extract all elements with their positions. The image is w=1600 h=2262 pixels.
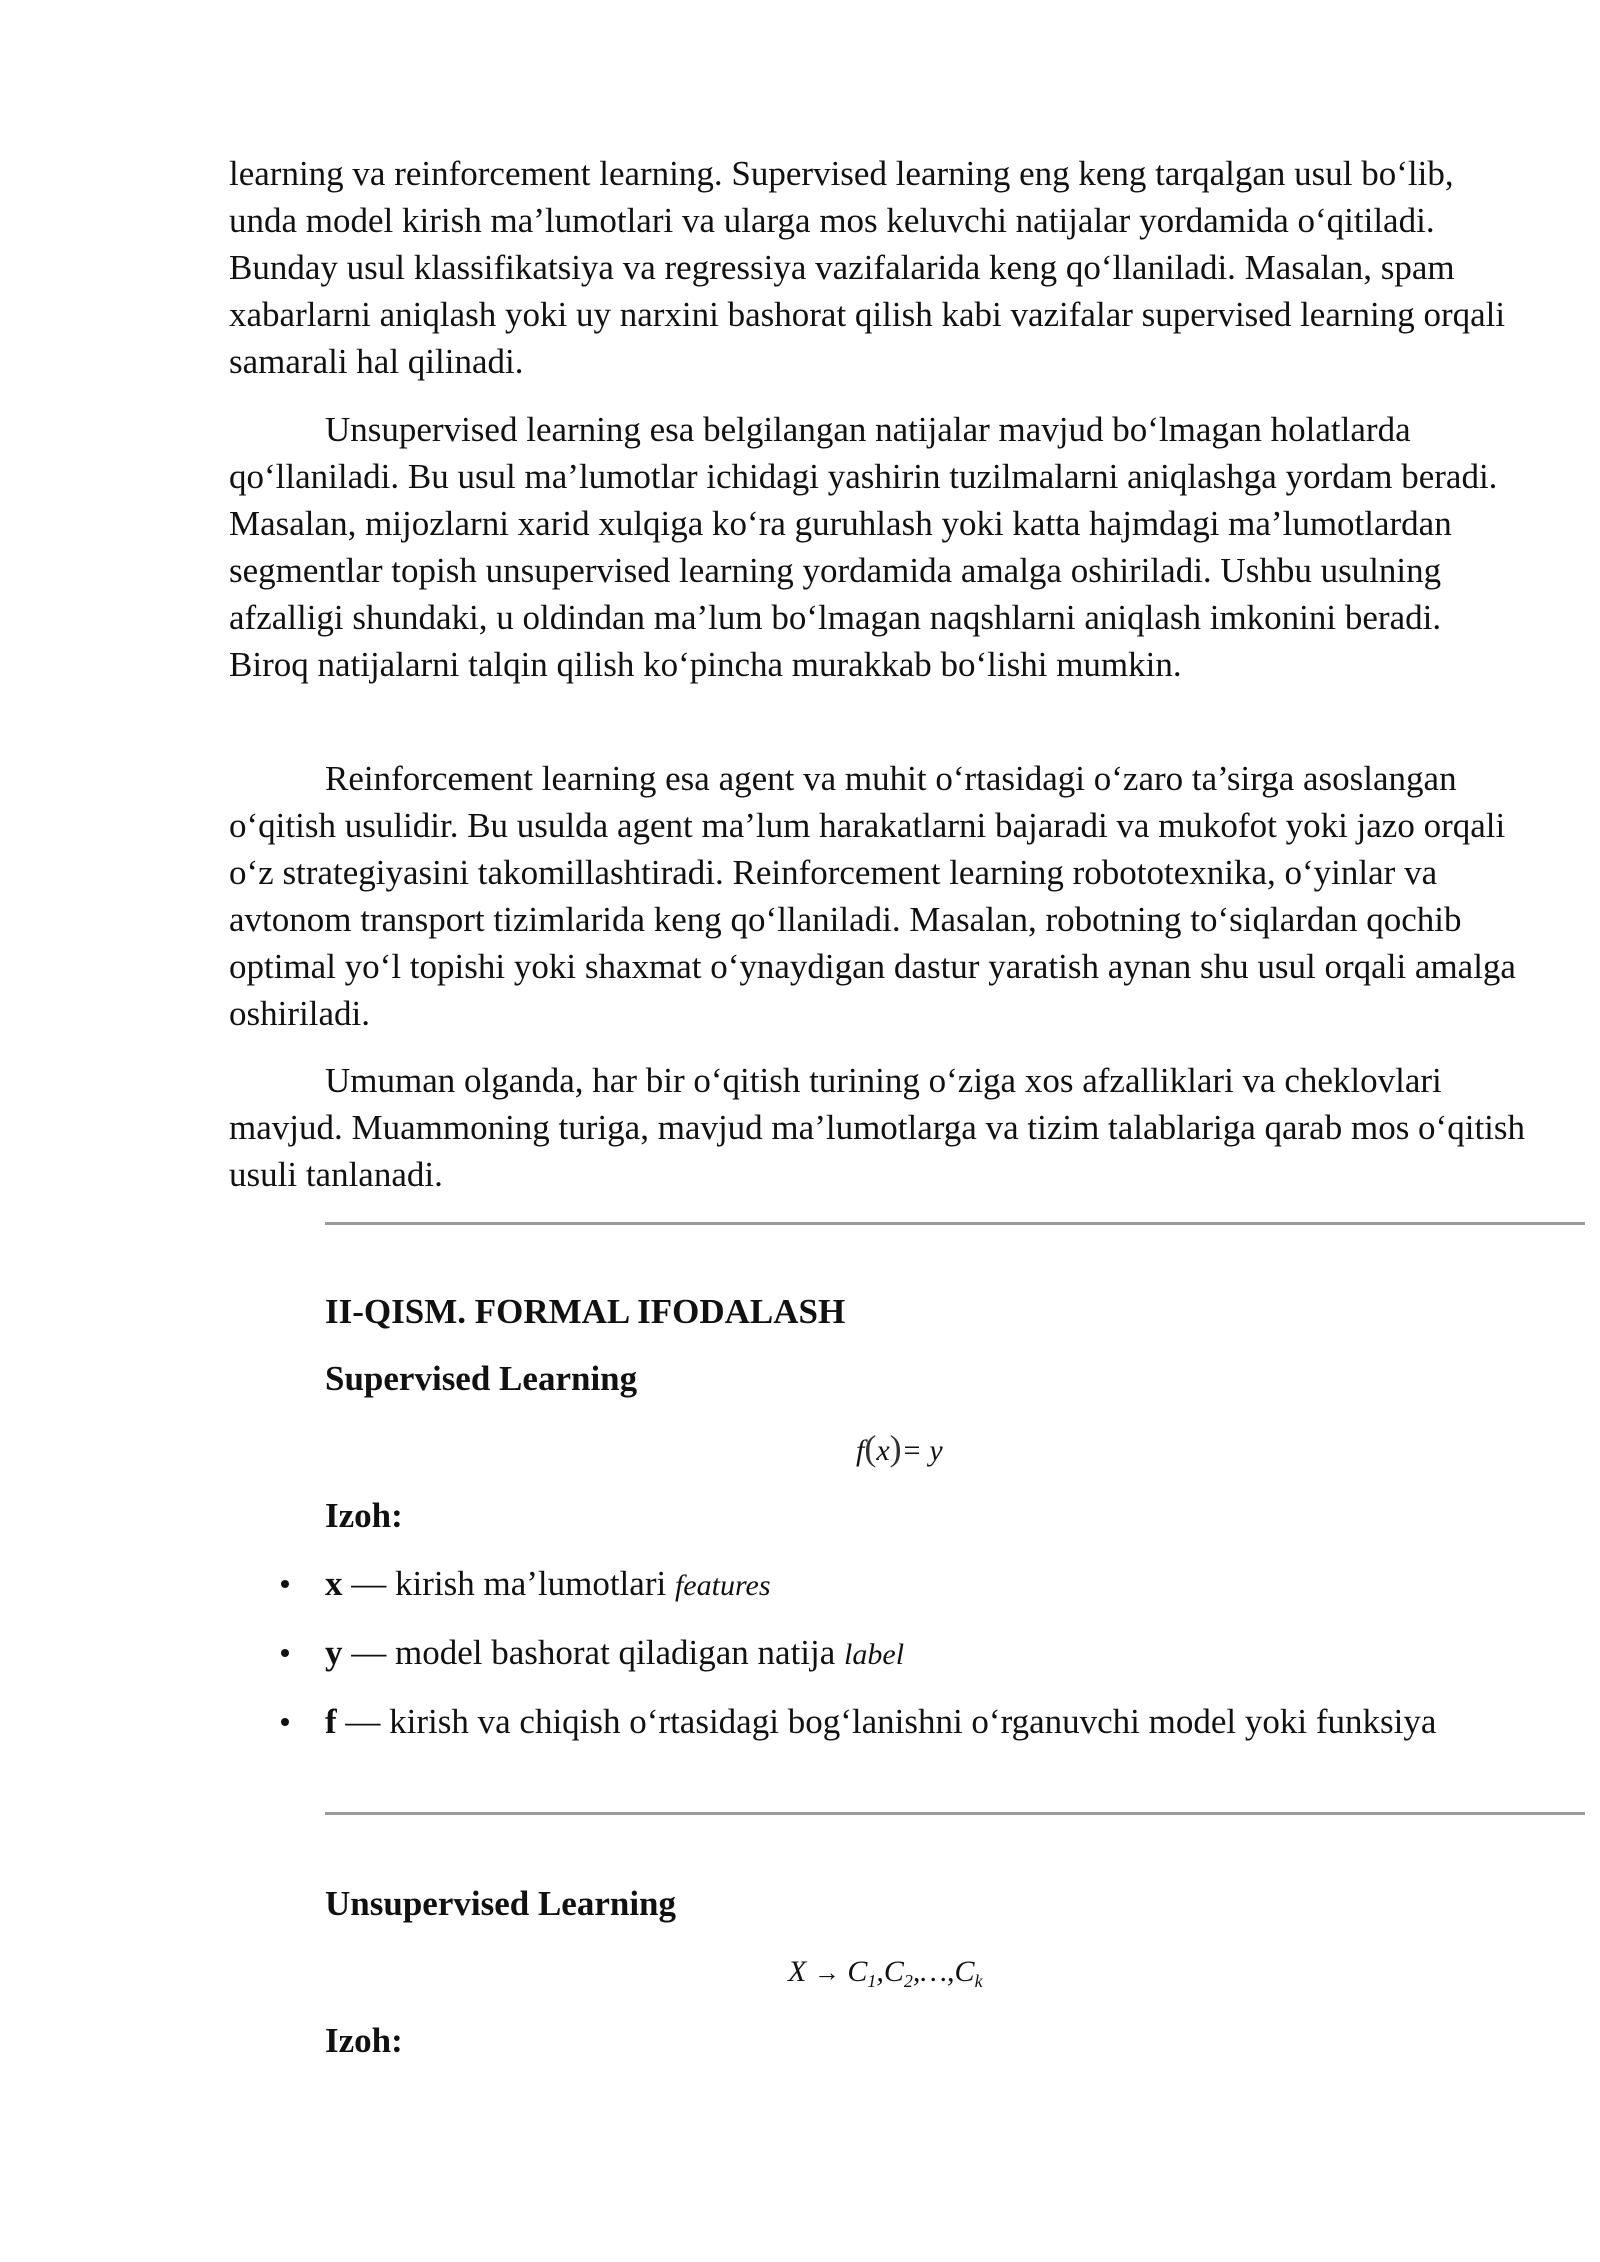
- supervised-bullet-list: [229, 1560, 1529, 1745]
- unsupervised-formula: $X \to C_1,C_2,\dots,C_k$: [788, 1955, 983, 1991]
- formula-c2: C: [883, 1955, 904, 1988]
- bullet-text: — model bashorat qiladigan natija: [342, 1633, 845, 1672]
- bullet-term: f: [325, 1702, 337, 1741]
- formula-lhs: X: [788, 1955, 807, 1988]
- list-item: [229, 1698, 1485, 1745]
- arrow-icon: →: [813, 1958, 840, 1987]
- formula-sub-1: 1: [867, 1971, 877, 1991]
- formula-ck: C: [954, 1955, 975, 1988]
- bullet-text: — kirish va chiqish o‘rtasidagi bog‘lanishni o‘rganuvchi model yoki funksiya: [336, 1702, 1437, 1741]
- supervised-izoh-label: Izoh:: [325, 1496, 403, 1535]
- supervised-formula: [856, 1428, 943, 1471]
- paragraph-unsupervised: Unsupervised learning esa belgilangan natijalar mavjud bo‘lmagan holatlarda qo‘llaniladi. Bu usul ma’lumotlar ichidagi yashirin tuzilmalarni aniqlashga yordam beradi. Masalan, mijozlarni xarid xulqiga ko‘ra guruhlash yoki katta hajmdagi ma’lumotlardan segmentlar topish unsupervised learning yordamida amalga oshiriladi. Ushbu usulning afzalligi shundaki, u oldindan ma’lum bo‘lmagan naqshlarni aniqlash imkonini beradi. Biroq natijalarni talqin qilish ko‘pincha murakkab bo‘lishi mumkin.: [229, 410, 1498, 684]
- formula-paren-open: (: [864, 1428, 877, 1468]
- formula-paren-close: ): [889, 1428, 902, 1468]
- bullet-icon: [281, 1580, 289, 1588]
- horizontal-rule: [325, 1222, 1585, 1225]
- horizontal-rule: [325, 1812, 1585, 1815]
- unsupervised-izoh-label: Izoh:: [325, 2021, 403, 2060]
- unsupervised-heading: Unsupervised Learning: [325, 1884, 677, 1923]
- formula-x: x: [876, 1434, 890, 1467]
- formula-c1: C: [847, 1955, 868, 1988]
- formula-sub-k: k: [974, 1971, 983, 1991]
- formula-f: f: [856, 1434, 865, 1467]
- section-title: II-QISM. FORMAL IFODALASH: [325, 1292, 846, 1331]
- bullet-note: label: [844, 1638, 905, 1671]
- bullet-text: — kirish ma’lumotlari: [342, 1564, 675, 1603]
- bullet-icon: [281, 1718, 289, 1726]
- bullet-term: y: [325, 1633, 343, 1672]
- paragraph-reinforcement: Reinforcement learning esa agent va muhit o‘rtasidagi o‘zaro ta’sirga asoslangan o‘qitish usulidir. Bu usulda agent ma’lum harakatlarni bajaradi va mukofot yoki jazo orqali o‘z strategiyasini takomillashtiradi. Reinforcement learning robototexnika, o‘yinlar va avtonom transport tizimlarida keng qo‘llaniladi. Masalan, robotning to‘siqlardan qochib optimal yo‘l topishi yoki shaxmat o‘ynaydigan dastur yaratish aynan shu usul orqali amalga oshiriladi.: [229, 759, 1516, 1033]
- supervised-heading: Supervised Learning: [325, 1359, 638, 1398]
- list-item: [229, 1629, 1529, 1678]
- formula-equals-y: = y: [901, 1434, 943, 1467]
- bullet-term: x: [325, 1564, 343, 1603]
- paragraph-learning-types: learning va reinforcement learning. Supervised learning eng keng tarqalgan usul bo‘lib, unda model kirish ma’lumotlari va ularga mos keluvchi natijalar yordamida o‘qitiladi. Bunday usul klassifikatsiya va regressiya vazifalarida keng qo‘llaniladi. Masalan, spam xabarlarni aniqlash yoki uy narxini bashorat qilish kabi vazifalar supervised learning orqali samarali hal qilinadi.: [229, 154, 1506, 381]
- formula-sub-2: 2: [903, 1971, 913, 1991]
- formula-dots: …: [920, 1955, 948, 1988]
- list-item: [229, 1560, 1529, 1609]
- bullet-note: features: [674, 1569, 771, 1602]
- paragraph-summary: Umuman olganda, har bir o‘qitish turining o‘ziga xos afzalliklari va cheklovlari mavjud. Muammoning turiga, mavjud ma’lumotlarga va tizim talablariga qarab mos o‘qitish usuli tanlanadi.: [229, 1061, 1526, 1194]
- bullet-icon: [281, 1649, 289, 1657]
